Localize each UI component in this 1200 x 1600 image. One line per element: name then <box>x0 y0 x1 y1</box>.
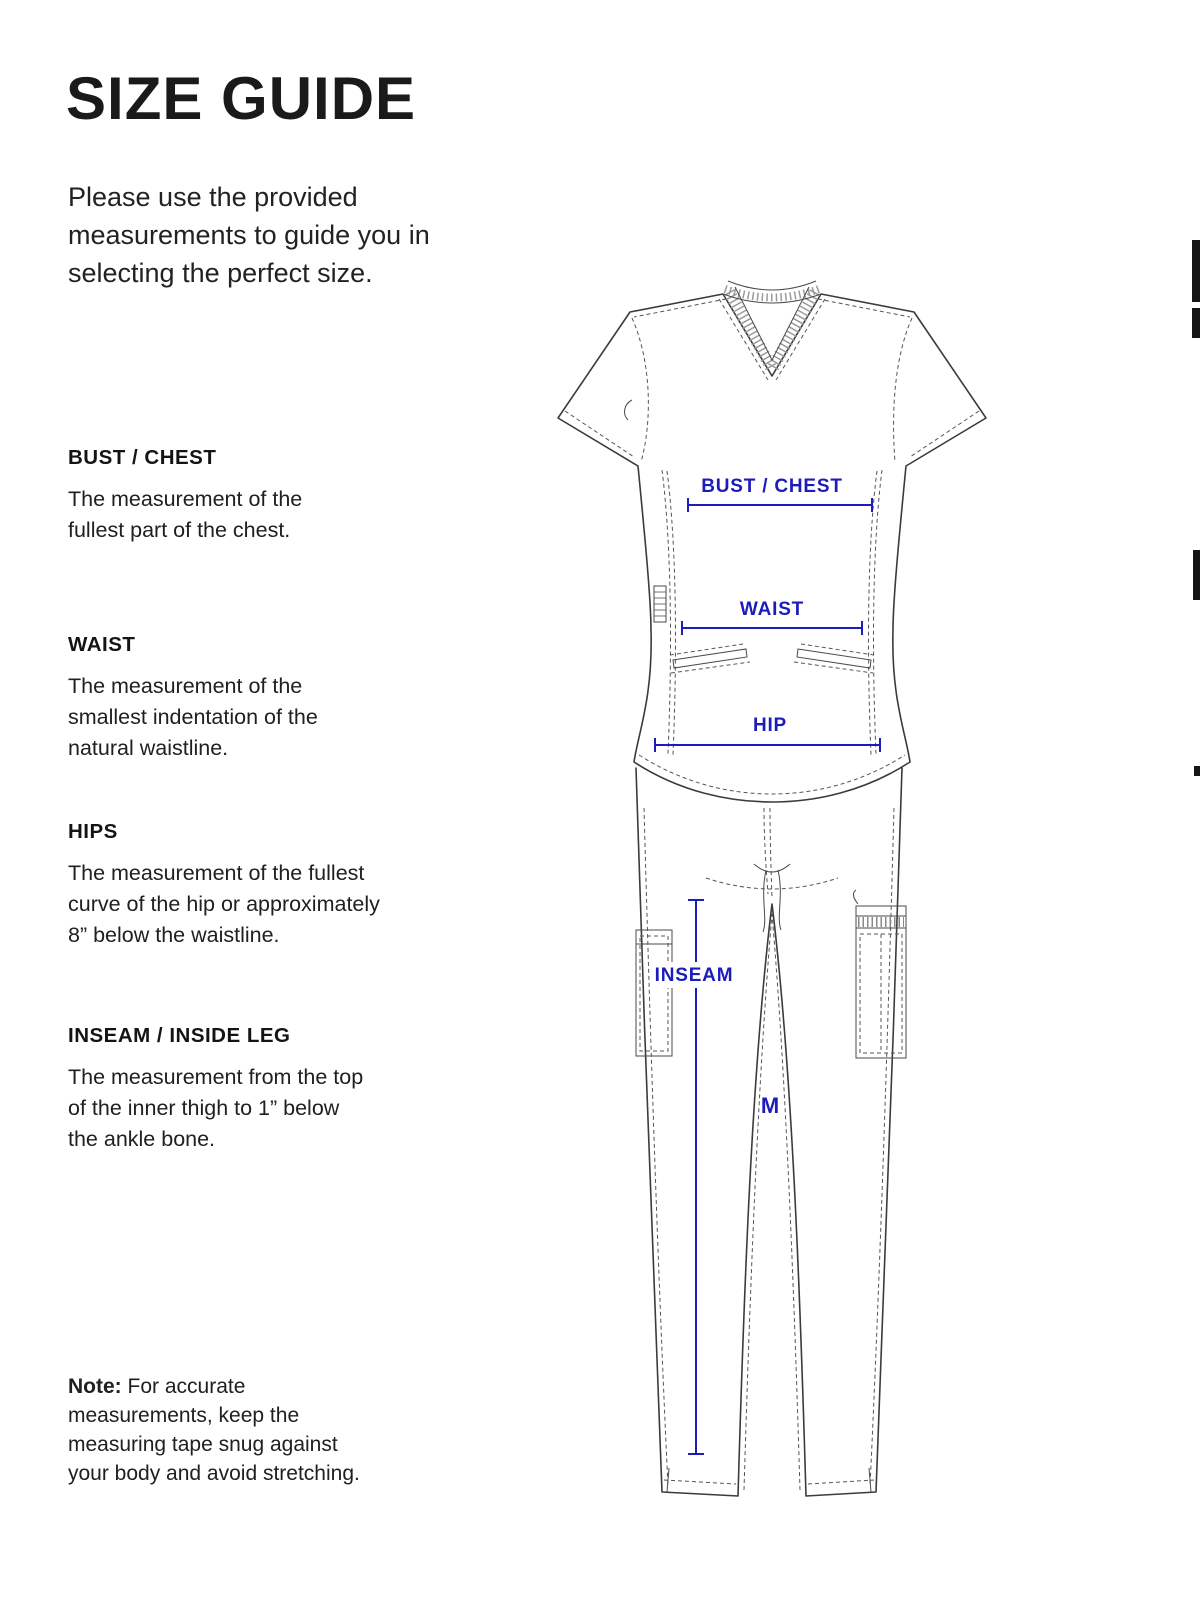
section-heading: WAIST <box>68 633 136 656</box>
text-line: The measurement of the <box>68 674 303 698</box>
text-line: smallest indentation of the <box>68 705 318 729</box>
text-line: measurements to guide you in <box>68 220 430 250</box>
section-heading: HIPS <box>68 820 118 843</box>
text-line: of the inner thigh to 1” below <box>68 1096 340 1120</box>
note-first-line <box>68 1372 360 1401</box>
text-line: curve of the hip or approximately <box>68 892 380 916</box>
section-bust-chest <box>68 446 528 546</box>
text-line: measuring tape snug against <box>68 1433 338 1456</box>
page-title: SIZE GUIDE <box>66 65 417 132</box>
intro-text <box>68 178 430 292</box>
text-line: Please use the provided <box>68 182 358 212</box>
section-body <box>68 1062 528 1155</box>
edge-artifact <box>1193 550 1200 600</box>
section-inseam <box>68 1024 528 1155</box>
text-line: your body and avoid stretching. <box>68 1462 360 1485</box>
size-letter-label: M <box>760 1093 780 1118</box>
note-label: Note: <box>68 1375 122 1398</box>
text-line: fullest part of the chest. <box>68 518 291 542</box>
text-line: selecting the perfect size. <box>68 258 373 288</box>
text-line: measurements, keep the <box>68 1404 300 1427</box>
note-lines <box>68 1401 360 1488</box>
scrub-pants-drawing <box>636 768 906 1496</box>
hip-measure-label: HIP <box>752 715 788 736</box>
text-line: The measurement of the <box>68 487 303 511</box>
edge-artifact <box>1192 240 1200 302</box>
inseam-measure-label: INSEAM <box>654 965 734 986</box>
text-line: natural waistline. <box>68 736 229 760</box>
size-diagram <box>520 268 1000 1563</box>
edge-artifact <box>1192 308 1200 338</box>
waist-measure-label: WAIST <box>739 599 805 620</box>
text-line: The measurement of the fullest <box>68 861 365 885</box>
bust-measure-label: BUST / CHEST <box>701 476 843 497</box>
edge-artifact <box>1194 766 1200 776</box>
section-body <box>68 671 528 764</box>
text-line: the ankle bone. <box>68 1127 216 1151</box>
section-body <box>68 484 528 546</box>
section-heading: INSEAM / INSIDE LEG <box>68 1024 291 1047</box>
section-hips <box>68 820 528 951</box>
section-body <box>68 858 528 951</box>
scrubs-technical-drawing <box>520 268 1000 1563</box>
section-heading: BUST / CHEST <box>68 446 217 469</box>
section-waist <box>68 633 528 764</box>
measurement-note <box>68 1372 360 1488</box>
text-line: 8” below the waistline. <box>68 923 280 947</box>
note-first-line-text: For accurate <box>127 1375 246 1398</box>
text-line: The measurement from the top <box>68 1065 364 1089</box>
